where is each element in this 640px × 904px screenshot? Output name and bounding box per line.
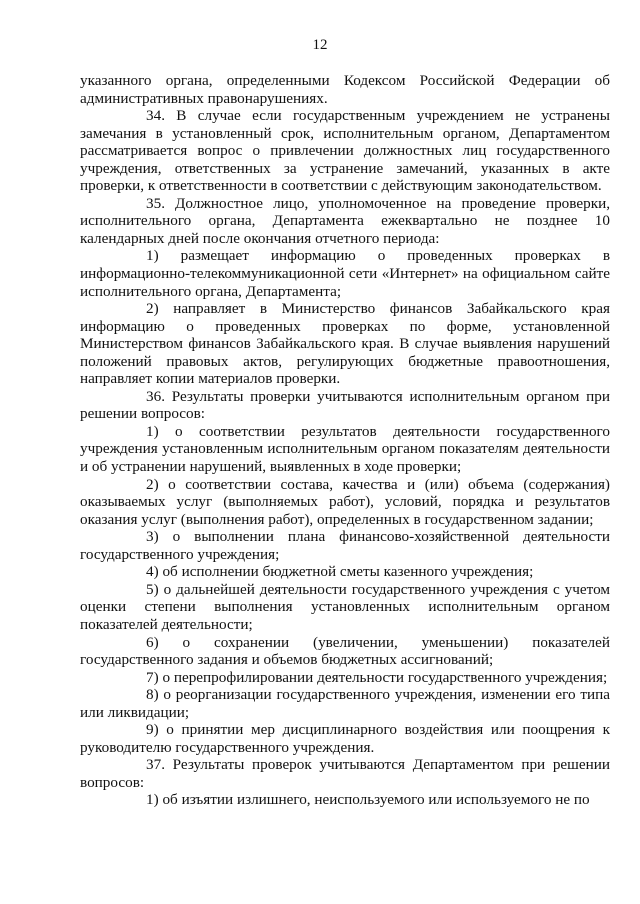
list-item: 7) о перепрофилировании деятельности государственного учреждения;: [146, 668, 608, 686]
list-item: 9) о принятии мер дисциплинарного воздействия или поощрения к руководителю государственного учреждения.: [80, 721, 610, 756]
page-number: 12: [312, 37, 328, 53]
list-item: 1) об изъятии излишнего, неиспользуемого или используемого не по: [146, 791, 590, 809]
list-item: 1) размещает информацию о проведенных проверках в информационно-телекоммуникационной сети «Интернет» на официальном сайте исполнительного органа, Департамента;: [80, 247, 610, 300]
list-item: 6) о сохранении (увеличении, уменьшении) показателей государственного задания и объемов бюджетных ассигнований;: [80, 633, 610, 669]
list-item: 2) о соответствии состава, качества и (или) объема (содержания) оказываемых услуг (выполняемых работ), условий, порядка и результатов оказания услуг (выполнения работ), определенных в государственном задании;: [80, 475, 610, 528]
paragraph: 36. Результаты проверки учитываются исполнительным органом при решении вопросов:: [80, 387, 610, 423]
paragraph: 37. Результаты проверок учитываются Департаментом при решении вопросов:: [80, 756, 610, 791]
paragraph: 35. Должностное лицо, уполномоченное на проведение проверки, исполнительного органа, Департамента ежеквартально не позднее 10 календарных дней после окончания отчетного периода:: [80, 194, 610, 247]
list-item: 1) о соответствии результатов деятельности государственного учреждения установленным исполнительным органом показателям деятельности и об устранении нарушений, выявленных в ходе проверки;: [80, 422, 610, 476]
paragraph: указанного органа, определенными Кодексом Российской Федерации об административных правонарушениях.: [80, 72, 610, 107]
list-item: 5) о дальнейшей деятельности государственного учреждения с учетом оценки степени выполнения установленных исполнительным органом показателей деятельности;: [80, 580, 610, 633]
paragraph: 34. В случае если государственным учреждением не устранены замечания в установленный срок, исполнительным органом, Департаментом рассматривается вопрос о привлечении должностных лиц государственного учреждения, ответственных за устранение замечаний, указанных в акте проверки, к ответственности в соответствии с действующим законодательством.: [80, 107, 610, 195]
list-item: 3) о выполнении плана финансово-хозяйственной деятельности государственного учреждения;: [80, 528, 610, 563]
list-item: 8) о реорганизации государственного учреждения, изменении его типа или ликвидации;: [80, 686, 610, 721]
list-item: 2) направляет в Министерство финансов Забайкальского края информацию о проведенных проверках по форме, установленной Министерством финансов Забайкальского края. В случае выявления нарушений положений правовых актов, регулирующих бюджетные правоотношения, направляет копии материалов проверки.: [80, 300, 610, 388]
list-item: 4) об исполнении бюджетной сметы казенного учреждения;: [146, 563, 534, 581]
document-body: [80, 72, 610, 809]
